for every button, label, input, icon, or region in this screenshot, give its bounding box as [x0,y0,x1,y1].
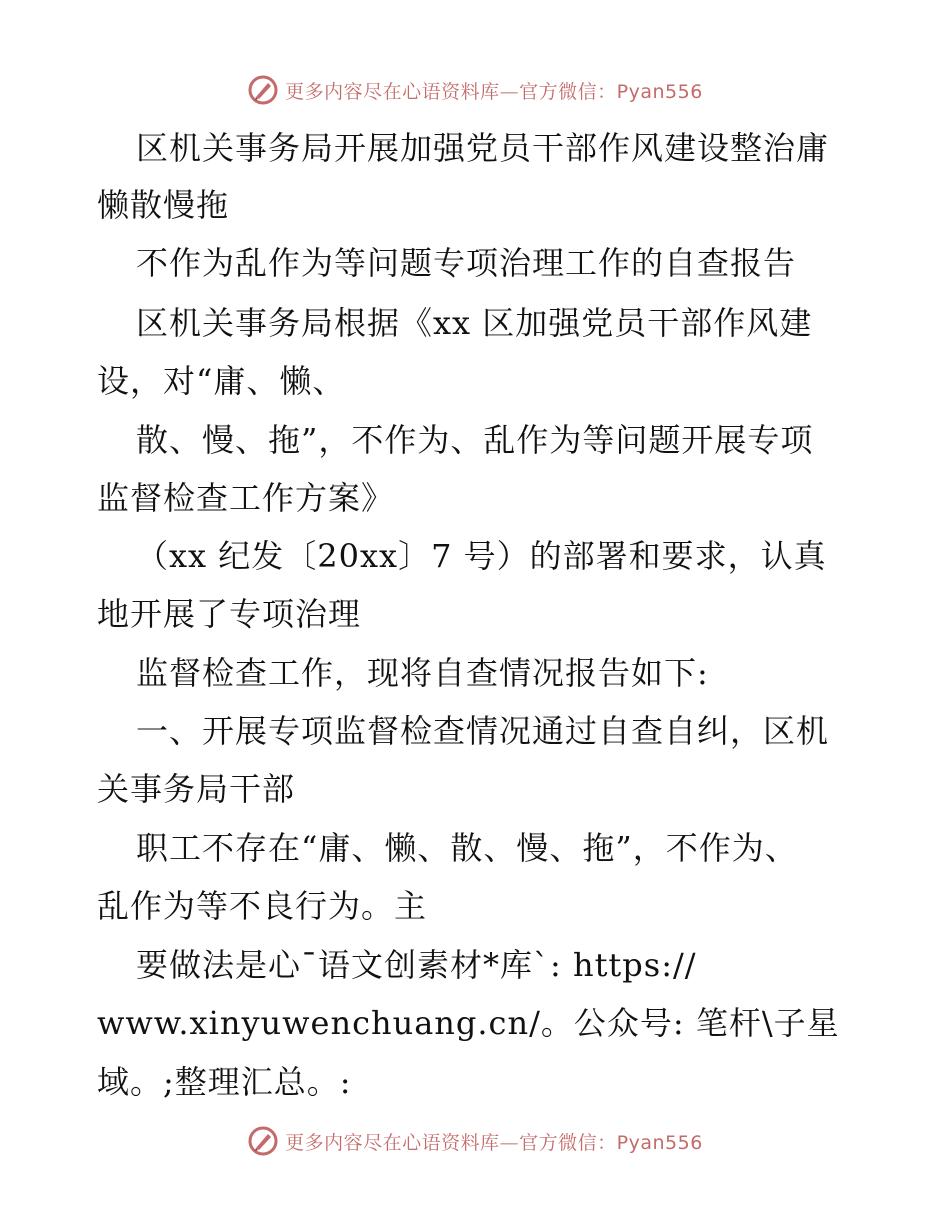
doc-line: 乱作为等不良行为。主 [97,887,428,925]
doc-line: 区机关事务局开展加强党员干部作风建设整治庸 [136,129,830,167]
doc-line: 监督检查工作方案》 [97,479,395,517]
doc-line: www.xinyuwenchuang.cn/。公众号: 笔杆\子星 [97,1004,840,1042]
footer-watermark [0,1121,950,1161]
doc-line: 不作为乱作为等问题专项治理工作的自查报告 [136,244,797,282]
doc-line: 区机关事务局根据《xx 区加强党员干部作风建 [136,304,813,342]
header-watermark [0,70,950,110]
watermark-text: 更多内容尽在心语资料库—官方微信：Pyan556 [285,1131,703,1154]
doc-line: 域。;整理汇总。: [97,1063,352,1101]
doc-line: 一、开展专项监督检查情况通过自查自纠，区机 [136,712,830,750]
doc-line: 懒散慢拖 [97,186,230,224]
watermark-text: 更多内容尽在心语资料库—官方微信：Pyan556 [285,80,703,103]
doc-line: 监督检查工作，现将自查情况报告如下: [136,654,709,692]
doc-line: （xx 纪发〔20xx〕7 号）的部署和要求，认真 [136,537,827,575]
doc-line: 要做法是心¯语文创素材*库`: https:// [136,946,697,984]
doc-line: 关事务局干部 [97,770,296,808]
pen-logo-icon [247,1125,279,1157]
pen-logo-icon [247,74,279,106]
doc-line: 职工不存在“庸、懒、散、慢、拖”，不作为、 [136,829,798,867]
doc-line: 设，对“庸、懒、 [97,362,346,400]
doc-line: 散、慢、拖”，不作为、乱作为等问题开展专项 [136,421,814,459]
doc-line: 地开展了专项治理 [97,595,362,633]
